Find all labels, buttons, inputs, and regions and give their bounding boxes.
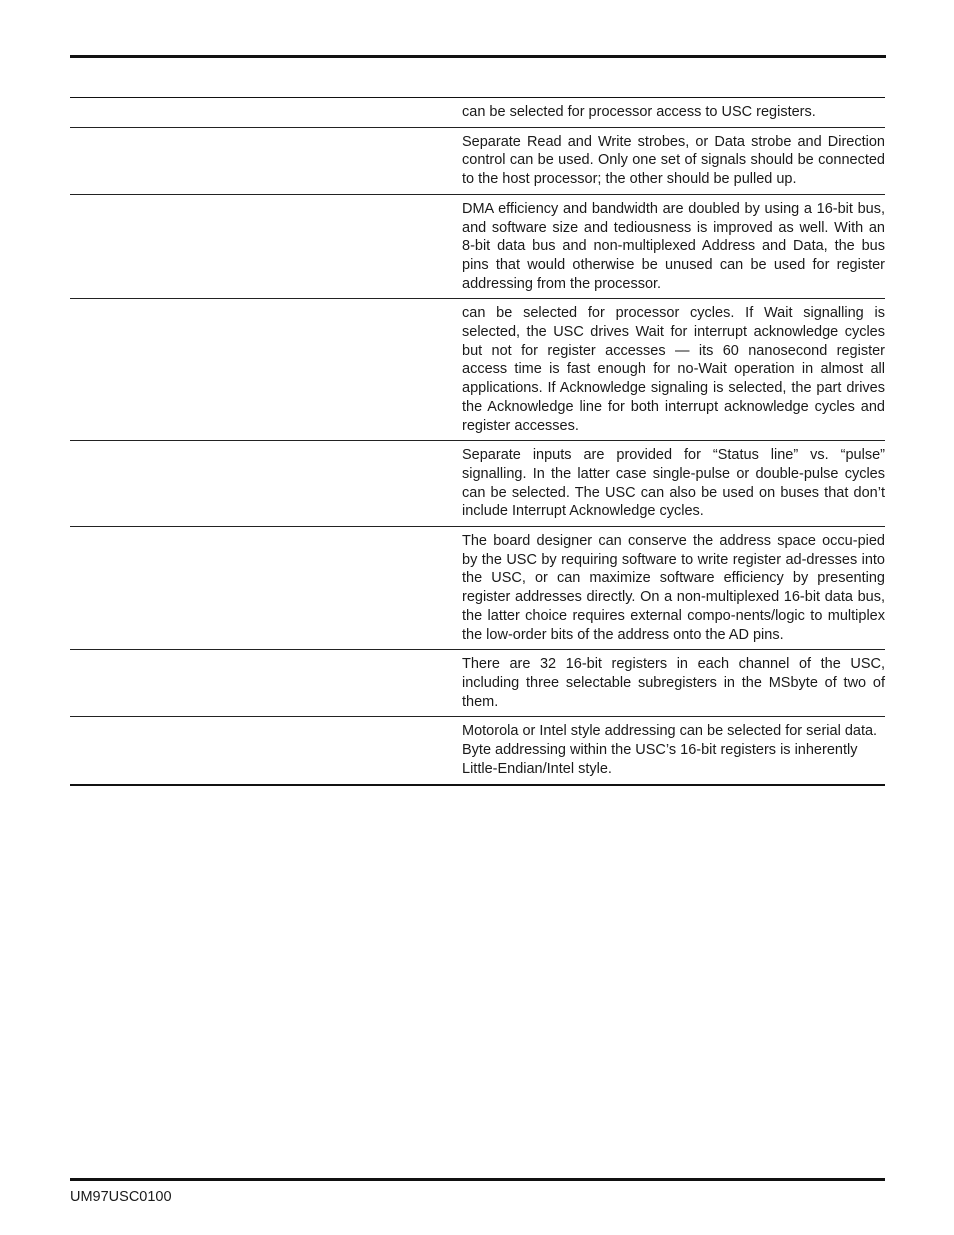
- row-label-cell: [70, 195, 462, 299]
- table-row: [70, 194, 885, 299]
- feature-table: [70, 97, 885, 786]
- row-label-cell: [70, 299, 462, 440]
- row-description: can be selected for processor access to USC registers.: [462, 104, 816, 120]
- row-label-cell: [70, 717, 462, 783]
- row-description: Separate Read and Write strobes, or Data strobe and Direction control can be used. Only one set of signals should be connected to the host processor; the other should be pulled up.: [462, 133, 885, 188]
- row-label-cell: [70, 128, 462, 194]
- document-code: UM97USC0100: [70, 1189, 172, 1205]
- table-row: [70, 127, 885, 194]
- table-row: [70, 716, 885, 783]
- table-row: [70, 526, 885, 649]
- footer-rule: [70, 1178, 885, 1181]
- table-row: [70, 649, 885, 716]
- row-label-cell: [70, 441, 462, 526]
- table-row: [70, 298, 885, 440]
- table-row: [70, 98, 885, 127]
- row-description: can be selected for processor cycles. If Wait signalling is selected, the USC drives Wait for interrupt acknowledge cycles but not for register accesses — its 60 nanosecond register access time is fast enough for no-Wait operation in almost all applications. If Acknowledge signaling is selected, the part drives the Acknowledge line for both interrupt acknowledge cycles and register accesses.: [462, 305, 885, 434]
- row-description: Motorola or Intel style addressing can be selected for serial data. Byte addressing within the USC’s 16-bit registers is inherently Little-Endian/Intel style.: [462, 723, 878, 777]
- table-row: [70, 440, 885, 526]
- row-description: DMA efficiency and bandwidth are doubled by using a 16-bit bus, and software size and tediousness is improved as well. With an 8-bit data bus and non-multiplexed Address and Data, the bus pins that would otherwise be unused can be used for register addressing from the processor.: [462, 200, 885, 292]
- row-label-cell: [70, 98, 462, 127]
- header-rule: [70, 55, 886, 58]
- row-description: The board designer can conserve the address space occu-pied by the USC by requiring software to write register ad-dresses into the USC, or can maximize software efficiency by presenting register addresses directly. On a non-multiplexed 16-bit data bus, the latter choice requires external compo-nents/logic to multiplex the low-order bits of the address onto the AD pins.: [462, 533, 885, 643]
- row-label-cell: [70, 650, 462, 716]
- row-label-cell: [70, 527, 462, 649]
- row-description: There are 32 16-bit registers in each channel of the USC, including three selectable subregisters in the MSbyte of two of them.: [462, 656, 885, 710]
- row-description: Separate inputs are provided for “Status line” vs. “pulse” signalling. In the latter case single-pulse or double-pulse cycles can be selected. The USC can also be used on buses that don’t include Interrupt Acknowledge cycles.: [462, 447, 885, 520]
